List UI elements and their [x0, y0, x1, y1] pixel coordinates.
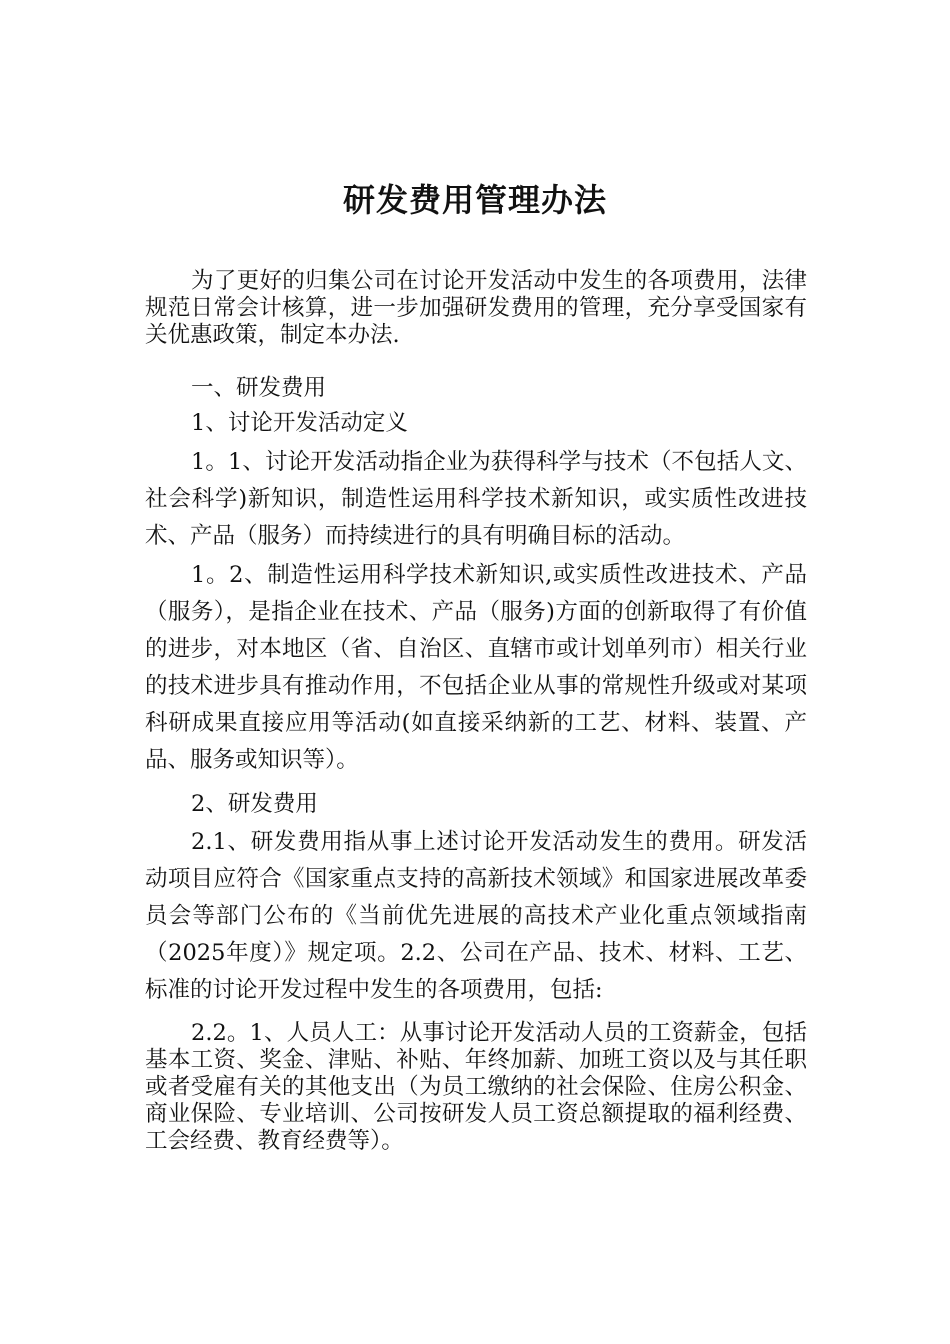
section-heading-2: 2、研发费用 — [191, 791, 318, 817]
paragraph-2-1: 2.1、研发费用指从事上述讨论开发活动发生的费用。研发活动项目应符合《国家重点支持的高新技术领域》和国家进展改革委员会等部门公布的《当前优先进展的高技术产业化重点领域指南（2025年度）》规定项。2.2、公司在产品、技术、材料、工艺、标准的讨论开发过程中发生的各项费用，包括: — [145, 829, 807, 1003]
document-title: 研发费用管理办法 — [342, 181, 607, 219]
paragraph-1-2: 1。2、制造性运用科学技术新知识,或实质性改进技术、产品（服务），是指企业在技术、产品（服务)方面的创新取得了有价值的进步，对本地区（省、自治区、直辖市或计划单列市）相关行业的技术进步具有推动作用，不包括企业从事的常规性升级或对某项科研成果直接应用等活动(如直接采纳新的工艺、材料、装置、产品、服务或知识等）。 — [145, 562, 807, 773]
paragraph-2-2-1: 2.2。1、人员人工：从事讨论开发活动人员的工资薪金，包括基本工资、奖金、津贴、补贴、年终加薪、加班工资以及与其任职或者受雇有关的其他支出（为员工缴纳的社会保险、住房公积金、商业保险、专业培训、公司按研发人员工资总额提取的福利经费、工会经费、教育经费等）。 — [145, 1020, 807, 1154]
section-heading-1: 一、研发费用 — [191, 375, 327, 401]
intro-paragraph: 为了更好的归集公司在讨论开发活动中发生的各项费用，法律规范日常会计核算，进一步加强研发费用的管理，充分享受国家有关优惠政策，制定本办法. — [145, 268, 807, 348]
paragraph-1-1: 1。1、讨论开发活动指企业为获得科学与技术（不包括人文、社会科学)新知识，制造性运用科学技术新知识，或实质性改进技术、产品（服务）而持续进行的具有明确目标的活动。 — [145, 449, 807, 549]
subsection-heading-1-1: 1、讨论开发活动定义 — [191, 410, 408, 436]
